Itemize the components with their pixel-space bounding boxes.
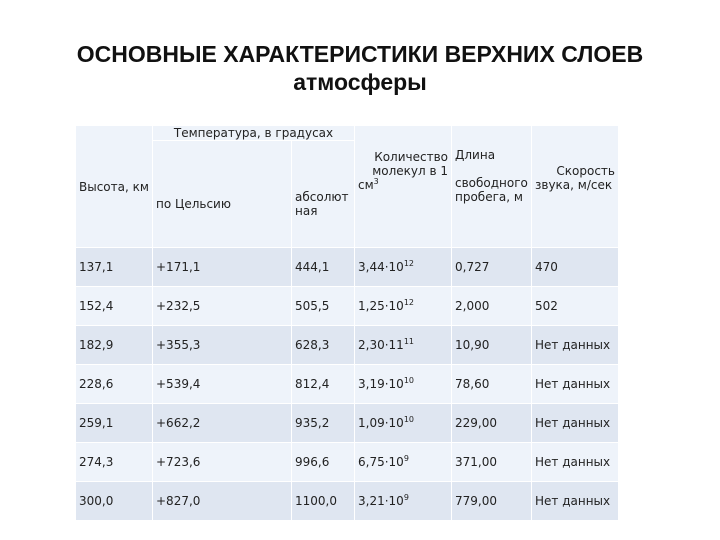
header-height	[76, 126, 153, 248]
header-free-path-line-2: свободного	[455, 176, 528, 190]
header-absolute-label: абсолютная	[295, 190, 349, 218]
cell-celsius: +662,2	[153, 404, 292, 443]
table-row	[76, 365, 619, 404]
cell-absolute: 1100,0	[292, 482, 355, 521]
header-free-path-line-1: Длина	[455, 148, 496, 162]
cell-height: 228,6	[76, 365, 153, 404]
cell-height: 274,3	[76, 443, 153, 482]
table-row	[76, 443, 619, 482]
title-line-1: ОСНОВНЫЕ ХАРАКТЕРИСТИКИ ВЕРХНИХ СЛОЕВ	[76, 41, 644, 67]
cell-sound-speed: Нет данных	[532, 326, 619, 365]
cell-free-path: 229,00	[452, 404, 532, 443]
cell-height: 137,1	[76, 248, 153, 287]
header-molecules-line-2: молекул в 1	[372, 164, 448, 178]
cell-free-path: 371,00	[452, 443, 532, 482]
header-free-path	[452, 126, 532, 248]
cell-absolute: 996,6	[292, 443, 355, 482]
exponent: 12	[403, 259, 414, 268]
cell-absolute: 444,1	[292, 248, 355, 287]
cell-height: 300,0	[76, 482, 153, 521]
cell-height: 259,1	[76, 404, 153, 443]
cell-molecules: $1,09\cdot 10^{10}$	[355, 404, 452, 443]
header-celsius	[153, 141, 292, 248]
table-row	[76, 326, 619, 365]
header-sound-line-2: звука, м/сек	[535, 178, 613, 192]
cell-molecules: $6,75\cdot 10^9$	[355, 443, 452, 482]
header-sound-speed	[532, 126, 619, 248]
header-molecules	[355, 126, 452, 248]
header-temperature	[153, 126, 355, 141]
header-row-1	[76, 126, 619, 141]
exponent: 9	[403, 454, 409, 463]
header-sound-line-1: Скорость	[556, 164, 615, 178]
exponent: 10	[403, 415, 414, 424]
cell-celsius: +723,6	[153, 443, 292, 482]
table-row	[76, 248, 619, 287]
cell-free-path: 78,60	[452, 365, 532, 404]
cell-absolute: 505,5	[292, 287, 355, 326]
exponent: 11	[403, 337, 414, 346]
cell-absolute: 628,3	[292, 326, 355, 365]
cell-celsius: +539,4	[153, 365, 292, 404]
exponent: 12	[403, 298, 414, 307]
cell-sound-speed: 470	[532, 248, 619, 287]
cell-absolute: 812,4	[292, 365, 355, 404]
cell-molecules: $3,21\cdot 10^9$	[355, 482, 452, 521]
cell-molecules: $3,44\cdot 10^{12}$	[355, 248, 452, 287]
cell-height: 182,9	[76, 326, 153, 365]
header-height-label: Высота, км	[79, 179, 149, 194]
cell-absolute: 935,2	[292, 404, 355, 443]
table-row	[76, 482, 619, 521]
table-row	[76, 404, 619, 443]
header-absolute	[292, 141, 355, 248]
title-line-2: атмосферы	[293, 69, 427, 95]
header-celsius-label: по Цельсию	[156, 197, 231, 211]
table-row	[76, 287, 619, 326]
slide-title	[0, 40, 720, 96]
cell-celsius: +232,5	[153, 287, 292, 326]
header-molecules-line-3: $см^3$	[358, 177, 379, 192]
cell-free-path: 2,000	[452, 287, 532, 326]
cell-sound-speed: Нет данных	[532, 365, 619, 404]
cell-celsius: +827,0	[153, 482, 292, 521]
exponent: 9	[403, 493, 409, 502]
cell-celsius: +171,1	[153, 248, 292, 287]
cell-molecules: $1,25\cdot 10^{12}$	[355, 287, 452, 326]
cell-height: 152,4	[76, 287, 153, 326]
cell-sound-speed: Нет данных	[532, 404, 619, 443]
cell-sound-speed: 502	[532, 287, 619, 326]
cell-free-path: 779,00	[452, 482, 532, 521]
header-temperature-label: Температура, в градусах	[173, 126, 334, 140]
exponent: 10	[403, 376, 414, 385]
atmosphere-table	[75, 125, 619, 521]
header-molecules-line-1: Количество	[374, 150, 448, 164]
cell-molecules: $3,19\cdot 10^{10}$	[355, 365, 452, 404]
cell-free-path: 10,90	[452, 326, 532, 365]
cell-sound-speed: Нет данных	[532, 443, 619, 482]
cell-celsius: +355,3	[153, 326, 292, 365]
cell-free-path: 0,727	[452, 248, 532, 287]
cell-molecules: $2,30\cdot 11^{11}$	[355, 326, 452, 365]
header-free-path-line-3: пробега, м	[455, 190, 523, 204]
cell-sound-speed: Нет данных	[532, 482, 619, 521]
